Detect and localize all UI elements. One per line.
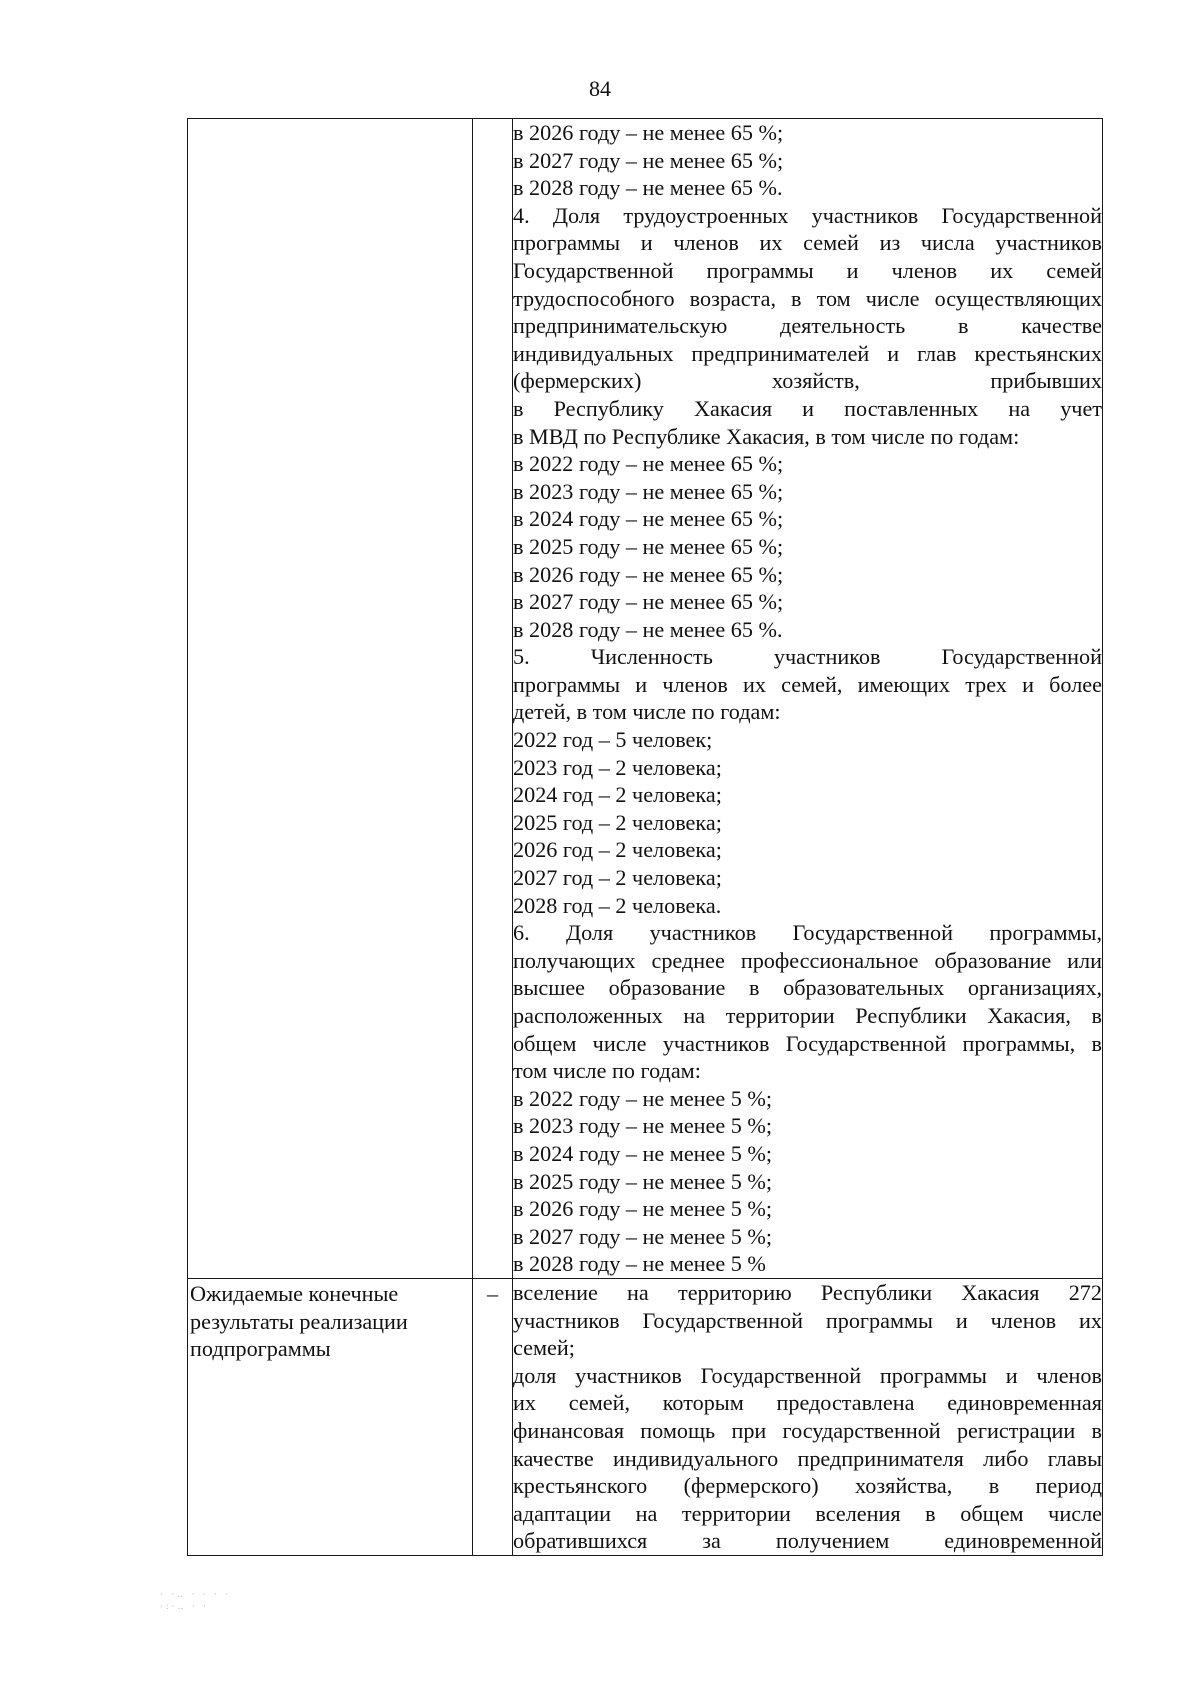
content-line: программы и членов их семей из числа участников — [513, 230, 1102, 256]
content-line: трудоспособного возраста, в том числе осуществляющих — [513, 285, 1102, 311]
content-line: в 2028 году – не менее 65 %. — [513, 616, 783, 642]
content-line: в 2027 году – не менее 65 %; — [513, 589, 784, 615]
content-line: в 2025 году – не менее 5 %; — [513, 1168, 773, 1194]
content-line: 2022 год – 5 человек; — [513, 727, 713, 753]
row-dash: – — [486, 1280, 499, 1306]
content-line: в Республику Хакасия и поставленных на учет — [513, 395, 1102, 421]
table-row-indicators-continued — [188, 119, 1103, 1279]
content-line: расположенных на территории Республики Хакасия, в — [513, 1003, 1102, 1028]
content-line: 2024 год – 2 человека; — [513, 782, 722, 808]
content-line: крестьянского (фермерского) хозяйства, в период — [513, 1473, 1102, 1499]
page-number: 84 — [589, 76, 611, 101]
content-line: Государственной программы и членов их семей — [513, 257, 1102, 283]
content-line: в 2022 году – не менее 5 %; — [513, 1085, 773, 1111]
content-line: в 2027 году – не менее 65 %; — [513, 147, 784, 173]
content-line: 4. Доля трудоустроенных участников Государственной — [513, 202, 1102, 228]
content-line: доля участников Государственной программы и членов — [513, 1362, 1102, 1388]
scan-noise-marks: · ·‥ · · · · ·:·‥ · · — [160, 1589, 232, 1611]
content-line: программы и членов их семей, имеющих трех и более — [513, 671, 1102, 697]
content-line: в 2025 году – не менее 65 %; — [513, 533, 784, 559]
content-line: 2023 год – 2 человека; — [513, 754, 722, 780]
row-label — [188, 119, 472, 120]
content-line: 6. Доля участников Государственной программы, — [513, 920, 1102, 946]
content-line: общем числе участников Государственной программы, в — [513, 1030, 1102, 1056]
content-line: 2027 год – 2 человека; — [513, 865, 722, 891]
content-line: их семей, которым предоставлена единовременная — [513, 1390, 1102, 1416]
content-line: обратившихся за получением единовременной — [513, 1528, 1102, 1554]
content-line: высшее образование в образовательных организациях, — [513, 975, 1102, 1001]
content-line: адаптации на территории вселения в общем числе — [513, 1500, 1102, 1526]
passport-table — [187, 118, 1103, 1556]
content-line: 2026 год – 2 человека; — [513, 837, 722, 863]
content-line: в 2026 году – не менее 65 %; — [513, 120, 784, 145]
content-line: получающих среднее профессиональное образование или — [513, 947, 1102, 973]
content-line: участников Государственной программы и членов их — [513, 1307, 1102, 1333]
table-row-expected-results — [188, 1278, 1103, 1555]
row-content-cell — [513, 1278, 1103, 1555]
content-line: семей; — [513, 1335, 575, 1361]
content-line: в 2026 году – не менее 5 %; — [513, 1196, 773, 1222]
content-line: в 2028 году – не менее 5 % — [513, 1251, 766, 1277]
content-line: качестве индивидуального предпринимателя либо главы — [513, 1445, 1102, 1471]
content-line: в 2024 году – не менее 5 %; — [513, 1140, 773, 1166]
content-line: 5. Численность участников Государственной — [513, 644, 1102, 670]
row-label: Ожидаемые конечные результаты реализации подпрограммы — [190, 1280, 408, 1362]
row-dash — [473, 119, 512, 120]
content-line: в 2023 году – не менее 65 %; — [513, 478, 784, 504]
content-line: в 2023 году – не менее 5 %; — [513, 1113, 773, 1139]
content-line: индивидуальных предпринимателей и глав крестьянских — [513, 340, 1102, 366]
content-line: 2028 год – 2 человека. — [513, 892, 722, 918]
row-dash-cell — [473, 1278, 513, 1555]
content-line: в 2028 году – не менее 65 %. — [513, 175, 783, 201]
content-line: в МВД по Республике Хакасия, в том числе по годам: — [513, 423, 1020, 449]
content-line: том числе по годам: — [513, 1058, 701, 1084]
content-line: вселение на территорию Республики Хакасия 272 — [513, 1279, 1102, 1305]
content-line: в 2026 году – не менее 65 %; — [513, 561, 784, 587]
row-label-cell — [188, 119, 473, 1279]
content-line: в 2022 году – не менее 65 %; — [513, 451, 784, 477]
content-line: 2025 год – 2 человека; — [513, 809, 722, 835]
content-line: предпринимательскую деятельность в качестве — [513, 313, 1102, 339]
content-line: в 2024 году – не менее 65 %; — [513, 506, 784, 532]
content-line: (фермерских) хозяйств, прибывших — [513, 368, 1102, 394]
content-line: детей, в том числе по годам: — [513, 699, 781, 725]
row-label-cell — [188, 1278, 473, 1555]
content-line: в 2027 году – не менее 5 %; — [513, 1223, 773, 1249]
row-content-cell — [513, 119, 1103, 1279]
row-dash-cell — [473, 119, 513, 1279]
content-line: финансовая помощь при государственной регистрации в — [513, 1417, 1102, 1443]
